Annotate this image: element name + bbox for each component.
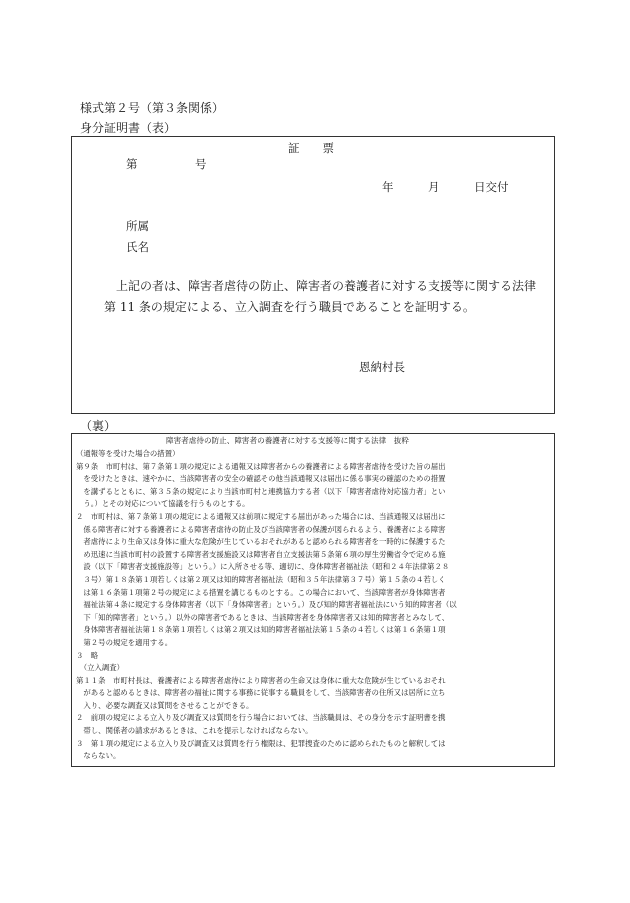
statement-line-1: 上記の者は、障害者虐待の防止、障害者の養護者に対する支援等に関する法律 bbox=[116, 279, 537, 293]
law-line: ２ 市町村は、第７条第１項の規定による通報又は前項に規定する届出があった場合には、当該通報又は届出に bbox=[76, 511, 446, 521]
statement-line-2: 第 11 条の規定による、立入調査を行う職員であることを証明する。 bbox=[104, 300, 475, 314]
law-line: 下「知的障害者」という。）以外の障害者であるときは、当該障害者を身体障害者又は知的障害者とみなして、 bbox=[76, 612, 450, 622]
law-text bbox=[76, 448, 457, 763]
law-line: （立入調査） bbox=[76, 663, 125, 673]
law-line: 設（以下「障害者支援施設等」という。）に入所させる等、適切に、身体障害者福祉法（昭和２４年法律第２８ bbox=[76, 562, 450, 572]
law-line: ３ 第１項の規定による立入り及び調査又は質問を行う権限は、犯罪捜査のために認められたものと解釈しては bbox=[76, 738, 446, 748]
law-line: う。）とその対応について協議を行うものとする。 bbox=[76, 499, 250, 509]
front-title: 身分証明書（表） bbox=[80, 121, 177, 135]
law-line: があると認めるときは、障害者の福祉に関する事務に従事する職員をして、当該障害者の住所又は居所に立ち bbox=[76, 688, 446, 698]
law-line: ２ 前項の規定による立入り及び調査又は質問を行う場合においては、当該職員は、その身分を示す証明書を携 bbox=[76, 713, 446, 723]
back-title: （裏） bbox=[80, 419, 117, 433]
name-label: 氏名 bbox=[126, 240, 149, 254]
law-line: ならない。 bbox=[76, 751, 121, 761]
issue-date-line: 年 月 日交付 bbox=[382, 180, 509, 194]
law-line: 身体障害者福祉法第１８条第１項若しくは第２項又は知的障害者福祉法第１５条の４若しくは第１６条第１項 bbox=[76, 625, 446, 635]
law-line: 入り、必要な調査又は質問をさせることができる。 bbox=[76, 700, 254, 710]
id-card-front bbox=[71, 136, 555, 414]
issuer: 恩納村長 bbox=[359, 360, 405, 374]
law-line: を講ずるとともに、第３５条の規定により当該市町村と連携協力する者（以下「障害者虐待対応協力者」とい bbox=[76, 486, 446, 496]
number-line: 第 号 bbox=[126, 157, 207, 171]
law-title: 障害者虐待の防止、障害者の養護者に対する支援等に関する法律 抜粋 bbox=[166, 436, 409, 445]
law-line: 第９条 市町村は、第７条第１項の規定による通報又は障害者からの養護者による障害者虐待を受けた旨の届出 bbox=[76, 461, 446, 471]
affiliation-label: 所属 bbox=[126, 219, 149, 233]
law-line: は第１６条第１項第２号の規定による措置を講じるものとする。この場合において、当該障害者が身体障害者 bbox=[76, 587, 446, 597]
law-line: 福祉法第４条に規定する身体障害者（以下「身体障害者」という。）及び知的障害者福祉法にいう知的障害者（以 bbox=[76, 600, 457, 610]
law-line: め迅速に当該市町村の設置する障害者支援施設又は障害者自立支援法第５条第６項の厚生労働省令で定める施 bbox=[76, 549, 446, 559]
law-line: ３ 略 bbox=[76, 650, 99, 660]
law-line: （通報等を受けた場合の措置） bbox=[76, 449, 180, 458]
law-line: を受けたときは、速やかに、当該障害者の安全の確認その他当該通報又は届出に係る事実の確認のための措置 bbox=[76, 474, 446, 484]
law-line: ３号）第１８条第１項若しくは第２項又は知的障害者福祉法（昭和３５年法律第３７号）第１５条の４若しく bbox=[76, 574, 446, 584]
law-line: 帯し、関係者の請求があるときは、これを提示しなければならない。 bbox=[76, 726, 313, 736]
form-label: 様式第２号（第３条関係） bbox=[80, 101, 225, 115]
law-line: 第１１条 市町村長は、養護者による障害者虐待により障害者の生命又は身体に重大な危険が生じているおそれ bbox=[76, 675, 446, 685]
law-excerpt-box bbox=[71, 433, 555, 767]
law-line: 第２号の規定を適用する。 bbox=[76, 637, 173, 647]
law-line: 者虐待により生命又は身体に重大な危険が生じているおそれがあると認められる障害者を一時的に保護するた bbox=[76, 537, 446, 547]
card-heading: 証 票 bbox=[288, 141, 334, 155]
law-line: 係る障害者に対する養護者による障害者虐待の防止及び当該障害者の保護が図られるよう、養護者による障害 bbox=[76, 524, 446, 534]
